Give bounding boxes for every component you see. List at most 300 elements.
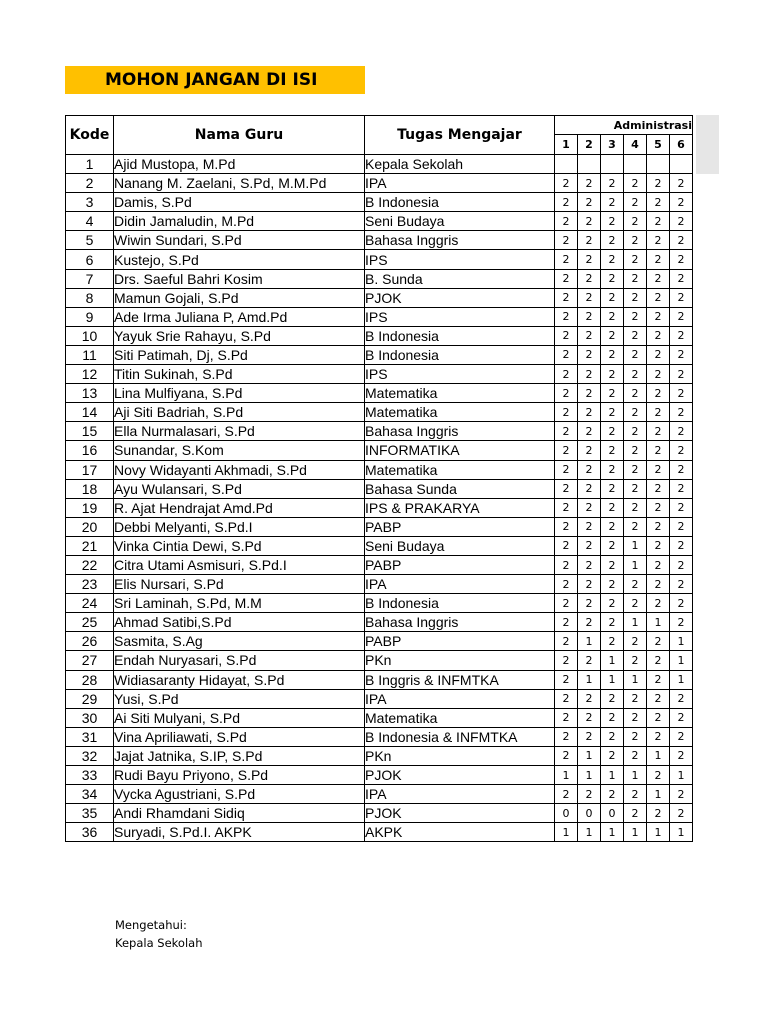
score-cell bbox=[670, 155, 693, 174]
score-cell: 2 bbox=[601, 403, 624, 422]
table-row bbox=[66, 212, 693, 231]
score-cell: 2 bbox=[555, 441, 578, 460]
kode-cell: 18 bbox=[66, 479, 114, 498]
score-cell: 2 bbox=[647, 670, 670, 689]
kode-cell: 2 bbox=[66, 174, 114, 193]
nama-guru-cell: Ayu Wulansari, S.Pd bbox=[114, 479, 365, 498]
kode-cell: 30 bbox=[66, 708, 114, 727]
header-col-4: 4 bbox=[624, 135, 647, 155]
score-cell: 2 bbox=[601, 689, 624, 708]
score-cell: 2 bbox=[670, 555, 693, 574]
score-cell: 2 bbox=[647, 536, 670, 555]
score-cell: 2 bbox=[601, 613, 624, 632]
score-cell: 2 bbox=[555, 632, 578, 651]
score-cell: 2 bbox=[624, 785, 647, 804]
nama-guru-cell: Andi Rhamdani Sidiq bbox=[114, 804, 365, 823]
kode-cell: 8 bbox=[66, 288, 114, 307]
score-cell: 2 bbox=[601, 536, 624, 555]
score-cell: 2 bbox=[624, 365, 647, 384]
score-cell: 1 bbox=[624, 766, 647, 785]
kode-cell: 32 bbox=[66, 746, 114, 765]
score-cell: 2 bbox=[601, 575, 624, 594]
kode-cell: 23 bbox=[66, 575, 114, 594]
header-col-6: 6 bbox=[670, 135, 693, 155]
nama-guru-cell: Rudi Bayu Priyono, S.Pd bbox=[114, 766, 365, 785]
table-row bbox=[66, 231, 693, 250]
header-kode: Kode bbox=[66, 116, 114, 155]
tugas-mengajar-cell: B Indonesia bbox=[365, 594, 555, 613]
score-cell: 2 bbox=[578, 345, 601, 364]
score-cell: 2 bbox=[578, 594, 601, 613]
nama-guru-cell: Sri Laminah, S.Pd, M.M bbox=[114, 594, 365, 613]
score-cell: 1 bbox=[601, 670, 624, 689]
score-cell: 2 bbox=[647, 517, 670, 536]
score-cell: 2 bbox=[647, 174, 670, 193]
score-cell: 2 bbox=[670, 708, 693, 727]
score-cell: 1 bbox=[670, 632, 693, 651]
score-cell: 1 bbox=[578, 823, 601, 842]
score-cell: 2 bbox=[670, 479, 693, 498]
tugas-mengajar-cell: INFORMATIKA bbox=[365, 441, 555, 460]
score-cell: 2 bbox=[578, 613, 601, 632]
tugas-mengajar-cell: Seni Budaya bbox=[365, 212, 555, 231]
score-cell: 2 bbox=[647, 555, 670, 574]
table-row bbox=[66, 804, 693, 823]
score-cell: 1 bbox=[578, 766, 601, 785]
score-cell: 2 bbox=[555, 326, 578, 345]
score-cell: 2 bbox=[670, 689, 693, 708]
score-cell: 2 bbox=[670, 746, 693, 765]
kode-cell: 27 bbox=[66, 651, 114, 670]
kode-cell: 28 bbox=[66, 670, 114, 689]
score-cell: 2 bbox=[601, 517, 624, 536]
footer-mengetahui: Mengetahui: bbox=[115, 918, 187, 932]
tugas-mengajar-cell: Bahasa Inggris bbox=[365, 422, 555, 441]
score-cell: 1 bbox=[601, 766, 624, 785]
table-row bbox=[66, 288, 693, 307]
tugas-mengajar-cell: Bahasa Inggris bbox=[365, 231, 555, 250]
nama-guru-cell: Mamun Gojali, S.Pd bbox=[114, 288, 365, 307]
score-cell: 2 bbox=[601, 746, 624, 765]
score-cell: 2 bbox=[601, 785, 624, 804]
score-cell: 1 bbox=[601, 823, 624, 842]
score-cell: 2 bbox=[624, 708, 647, 727]
score-cell: 2 bbox=[670, 174, 693, 193]
nama-guru-cell: Vinka Cintia Dewi, S.Pd bbox=[114, 536, 365, 555]
score-cell: 2 bbox=[624, 594, 647, 613]
score-cell: 2 bbox=[601, 727, 624, 746]
score-cell: 2 bbox=[578, 727, 601, 746]
score-cell: 2 bbox=[624, 384, 647, 403]
table-row bbox=[66, 575, 693, 594]
score-cell: 2 bbox=[670, 460, 693, 479]
nama-guru-cell: Nanang M. Zaelani, S.Pd, M.M.Pd bbox=[114, 174, 365, 193]
score-cell: 2 bbox=[601, 460, 624, 479]
tugas-mengajar-cell: Bahasa Sunda bbox=[365, 479, 555, 498]
score-cell: 1 bbox=[578, 632, 601, 651]
table-row bbox=[66, 670, 693, 689]
table-row bbox=[66, 823, 693, 842]
tugas-mengajar-cell: B Indonesia bbox=[365, 193, 555, 212]
score-cell: 2 bbox=[601, 307, 624, 326]
score-cell: 1 bbox=[624, 613, 647, 632]
score-cell: 2 bbox=[601, 479, 624, 498]
tugas-mengajar-cell: IPA bbox=[365, 575, 555, 594]
score-cell: 2 bbox=[555, 212, 578, 231]
score-cell bbox=[647, 155, 670, 174]
score-cell: 2 bbox=[578, 689, 601, 708]
score-cell: 2 bbox=[647, 250, 670, 269]
score-cell: 2 bbox=[647, 212, 670, 231]
tugas-mengajar-cell: IPS bbox=[365, 307, 555, 326]
tugas-mengajar-cell: AKPK bbox=[365, 823, 555, 842]
score-cell: 2 bbox=[670, 269, 693, 288]
kode-cell: 26 bbox=[66, 632, 114, 651]
tugas-mengajar-cell: PKn bbox=[365, 651, 555, 670]
score-cell: 2 bbox=[670, 250, 693, 269]
score-cell: 2 bbox=[647, 441, 670, 460]
score-cell: 2 bbox=[670, 231, 693, 250]
score-cell: 2 bbox=[647, 594, 670, 613]
score-cell: 2 bbox=[624, 403, 647, 422]
score-cell bbox=[601, 155, 624, 174]
kode-cell: 24 bbox=[66, 594, 114, 613]
kode-cell: 10 bbox=[66, 326, 114, 345]
score-cell: 2 bbox=[555, 555, 578, 574]
score-cell: 2 bbox=[647, 384, 670, 403]
nama-guru-cell: Ella Nurmalasari, S.Pd bbox=[114, 422, 365, 441]
score-cell: 2 bbox=[670, 441, 693, 460]
header-nama-guru: Nama Guru bbox=[114, 116, 365, 155]
tugas-mengajar-cell: PABP bbox=[365, 555, 555, 574]
header-overflow-fill bbox=[696, 115, 719, 174]
nama-guru-cell: Didin Jamaludin, M.Pd bbox=[114, 212, 365, 231]
tugas-mengajar-cell: B. Sunda bbox=[365, 269, 555, 288]
score-cell: 2 bbox=[624, 441, 647, 460]
score-cell: 1 bbox=[624, 536, 647, 555]
table-row bbox=[66, 422, 693, 441]
score-cell: 2 bbox=[647, 307, 670, 326]
table-row bbox=[66, 498, 693, 517]
tugas-mengajar-cell: PJOK bbox=[365, 766, 555, 785]
header-tugas-mengajar: Tugas Mengajar bbox=[365, 116, 555, 155]
score-cell: 2 bbox=[578, 441, 601, 460]
score-cell: 2 bbox=[624, 250, 647, 269]
score-cell: 2 bbox=[647, 498, 670, 517]
score-cell: 2 bbox=[624, 269, 647, 288]
score-cell: 2 bbox=[647, 727, 670, 746]
score-cell: 2 bbox=[555, 785, 578, 804]
score-cell: 0 bbox=[601, 804, 624, 823]
table-row bbox=[66, 785, 693, 804]
table-row bbox=[66, 689, 693, 708]
score-cell: 2 bbox=[601, 212, 624, 231]
score-cell: 2 bbox=[555, 498, 578, 517]
kode-cell: 11 bbox=[66, 345, 114, 364]
score-cell: 2 bbox=[624, 498, 647, 517]
score-cell: 2 bbox=[578, 193, 601, 212]
tugas-mengajar-cell: PJOK bbox=[365, 288, 555, 307]
score-cell: 2 bbox=[624, 651, 647, 670]
kode-cell: 7 bbox=[66, 269, 114, 288]
kode-cell: 6 bbox=[66, 250, 114, 269]
table-row bbox=[66, 460, 693, 479]
score-cell: 2 bbox=[624, 727, 647, 746]
score-cell: 2 bbox=[555, 536, 578, 555]
nama-guru-cell: Elis Nursari, S.Pd bbox=[114, 575, 365, 594]
score-cell: 2 bbox=[647, 193, 670, 212]
score-cell: 2 bbox=[601, 250, 624, 269]
kode-cell: 13 bbox=[66, 384, 114, 403]
table-row bbox=[66, 365, 693, 384]
score-cell: 2 bbox=[601, 269, 624, 288]
score-cell: 1 bbox=[624, 823, 647, 842]
score-cell: 1 bbox=[578, 670, 601, 689]
score-cell: 1 bbox=[601, 651, 624, 670]
tugas-mengajar-cell: Matematika bbox=[365, 708, 555, 727]
tugas-mengajar-cell: IPS bbox=[365, 365, 555, 384]
score-cell: 2 bbox=[601, 326, 624, 345]
score-cell: 2 bbox=[670, 212, 693, 231]
kode-cell: 29 bbox=[66, 689, 114, 708]
nama-guru-cell: Vina Apriliawati, S.Pd bbox=[114, 727, 365, 746]
score-cell: 2 bbox=[647, 422, 670, 441]
header-col-1: 1 bbox=[555, 135, 578, 155]
tugas-mengajar-cell: IPA bbox=[365, 689, 555, 708]
tugas-mengajar-cell: PKn bbox=[365, 746, 555, 765]
score-cell: 2 bbox=[555, 594, 578, 613]
score-cell: 2 bbox=[555, 231, 578, 250]
score-cell: 1 bbox=[670, 670, 693, 689]
kode-cell: 25 bbox=[66, 613, 114, 632]
score-cell: 2 bbox=[601, 708, 624, 727]
score-cell: 2 bbox=[555, 689, 578, 708]
tugas-mengajar-cell: IPA bbox=[365, 174, 555, 193]
score-cell: 2 bbox=[670, 575, 693, 594]
score-cell: 1 bbox=[555, 823, 578, 842]
header-col-5: 5 bbox=[647, 135, 670, 155]
kode-cell: 36 bbox=[66, 823, 114, 842]
score-cell: 2 bbox=[647, 766, 670, 785]
score-cell: 2 bbox=[670, 594, 693, 613]
score-cell: 2 bbox=[578, 536, 601, 555]
score-cell: 2 bbox=[624, 575, 647, 594]
kode-cell: 12 bbox=[66, 365, 114, 384]
score-cell: 2 bbox=[601, 174, 624, 193]
tugas-mengajar-cell: PABP bbox=[365, 632, 555, 651]
score-cell: 2 bbox=[555, 460, 578, 479]
score-cell: 2 bbox=[624, 326, 647, 345]
score-cell: 2 bbox=[670, 517, 693, 536]
score-cell: 1 bbox=[578, 746, 601, 765]
nama-guru-cell: Debbi Melyanti, S.Pd.I bbox=[114, 517, 365, 536]
tugas-mengajar-cell: B Inggris & INFMTKA bbox=[365, 670, 555, 689]
kode-cell: 20 bbox=[66, 517, 114, 536]
score-cell: 2 bbox=[601, 231, 624, 250]
score-cell: 2 bbox=[578, 575, 601, 594]
score-cell: 2 bbox=[624, 422, 647, 441]
score-cell: 2 bbox=[578, 250, 601, 269]
score-cell: 2 bbox=[601, 345, 624, 364]
nama-guru-cell: Widiasaranty Hidayat, S.Pd bbox=[114, 670, 365, 689]
nama-guru-cell: Jajat Jatnika, S.IP, S.Pd bbox=[114, 746, 365, 765]
score-cell: 2 bbox=[578, 422, 601, 441]
tugas-mengajar-cell: IPS & PRAKARYA bbox=[365, 498, 555, 517]
score-cell: 2 bbox=[670, 193, 693, 212]
score-cell: 2 bbox=[624, 193, 647, 212]
score-cell bbox=[578, 155, 601, 174]
score-cell: 2 bbox=[555, 422, 578, 441]
table-body bbox=[66, 155, 693, 842]
table-row bbox=[66, 479, 693, 498]
kode-cell: 31 bbox=[66, 727, 114, 746]
score-cell: 2 bbox=[647, 288, 670, 307]
kode-cell: 33 bbox=[66, 766, 114, 785]
nama-guru-cell: Ade Irma Juliana P, Amd.Pd bbox=[114, 307, 365, 326]
tugas-mengajar-cell: IPA bbox=[365, 785, 555, 804]
score-cell: 2 bbox=[670, 727, 693, 746]
table-row bbox=[66, 174, 693, 193]
kode-cell: 21 bbox=[66, 536, 114, 555]
score-cell: 2 bbox=[624, 231, 647, 250]
score-cell: 1 bbox=[670, 823, 693, 842]
score-cell bbox=[624, 155, 647, 174]
kode-cell: 14 bbox=[66, 403, 114, 422]
score-cell: 2 bbox=[670, 613, 693, 632]
score-cell: 2 bbox=[624, 174, 647, 193]
tugas-mengajar-cell: B Indonesia bbox=[365, 345, 555, 364]
header-col-2: 2 bbox=[578, 135, 601, 155]
tugas-mengajar-cell: B Indonesia bbox=[365, 326, 555, 345]
score-cell: 2 bbox=[578, 307, 601, 326]
score-cell: 2 bbox=[578, 651, 601, 670]
teacher-table bbox=[65, 115, 693, 842]
tugas-mengajar-cell: Matematika bbox=[365, 460, 555, 479]
score-cell: 2 bbox=[555, 365, 578, 384]
score-cell: 2 bbox=[624, 517, 647, 536]
tugas-mengajar-cell: Seni Budaya bbox=[365, 536, 555, 555]
score-cell: 2 bbox=[555, 288, 578, 307]
score-cell: 2 bbox=[670, 785, 693, 804]
nama-guru-cell: Yusi, S.Pd bbox=[114, 689, 365, 708]
score-cell: 2 bbox=[601, 422, 624, 441]
footer-kepala-sekolah: Kepala Sekolah bbox=[115, 936, 203, 950]
tugas-mengajar-cell: Matematika bbox=[365, 403, 555, 422]
score-cell: 2 bbox=[647, 345, 670, 364]
nama-guru-cell: Sunandar, S.Kom bbox=[114, 441, 365, 460]
table-row bbox=[66, 193, 693, 212]
nama-guru-cell: Siti Patimah, Dj, S.Pd bbox=[114, 345, 365, 364]
table-row bbox=[66, 727, 693, 746]
score-cell: 2 bbox=[624, 746, 647, 765]
tugas-mengajar-cell: Matematika bbox=[365, 384, 555, 403]
score-cell: 2 bbox=[647, 460, 670, 479]
score-cell: 2 bbox=[670, 422, 693, 441]
score-cell: 2 bbox=[578, 231, 601, 250]
kode-cell: 5 bbox=[66, 231, 114, 250]
score-cell: 1 bbox=[670, 651, 693, 670]
score-cell: 1 bbox=[647, 613, 670, 632]
score-cell: 2 bbox=[555, 670, 578, 689]
score-cell: 1 bbox=[647, 785, 670, 804]
score-cell: 2 bbox=[555, 746, 578, 765]
kode-cell: 15 bbox=[66, 422, 114, 441]
kode-cell: 34 bbox=[66, 785, 114, 804]
score-cell: 2 bbox=[555, 613, 578, 632]
score-cell: 2 bbox=[647, 326, 670, 345]
table-row bbox=[66, 613, 693, 632]
score-cell: 2 bbox=[601, 365, 624, 384]
table-row bbox=[66, 555, 693, 574]
score-cell: 2 bbox=[578, 403, 601, 422]
score-cell: 2 bbox=[670, 307, 693, 326]
score-cell: 2 bbox=[555, 708, 578, 727]
score-cell: 1 bbox=[624, 670, 647, 689]
table-row bbox=[66, 384, 693, 403]
kode-cell: 4 bbox=[66, 212, 114, 231]
nama-guru-cell: Citra Utami Asmisuri, S.Pd.I bbox=[114, 555, 365, 574]
score-cell: 2 bbox=[670, 403, 693, 422]
table-row bbox=[66, 517, 693, 536]
table-row bbox=[66, 536, 693, 555]
score-cell: 2 bbox=[578, 708, 601, 727]
kode-cell: 16 bbox=[66, 441, 114, 460]
table-row bbox=[66, 403, 693, 422]
score-cell: 2 bbox=[670, 288, 693, 307]
tugas-mengajar-cell: B Indonesia & INFMTKA bbox=[365, 727, 555, 746]
score-cell: 2 bbox=[555, 384, 578, 403]
score-cell: 2 bbox=[601, 498, 624, 517]
score-cell: 2 bbox=[555, 479, 578, 498]
kode-cell: 22 bbox=[66, 555, 114, 574]
score-cell: 2 bbox=[624, 307, 647, 326]
nama-guru-cell: Lina Mulfiyana, S.Pd bbox=[114, 384, 365, 403]
score-cell: 2 bbox=[647, 651, 670, 670]
score-cell: 2 bbox=[624, 804, 647, 823]
score-cell: 2 bbox=[555, 193, 578, 212]
tugas-mengajar-cell: PJOK bbox=[365, 804, 555, 823]
tugas-mengajar-cell: Bahasa Inggris bbox=[365, 613, 555, 632]
kode-cell: 19 bbox=[66, 498, 114, 517]
score-cell: 0 bbox=[578, 804, 601, 823]
score-cell: 2 bbox=[555, 403, 578, 422]
kode-cell: 9 bbox=[66, 307, 114, 326]
nama-guru-cell: Vycka Agustriani, S.Pd bbox=[114, 785, 365, 804]
score-cell: 1 bbox=[647, 746, 670, 765]
nama-guru-cell: Yayuk Srie Rahayu, S.Pd bbox=[114, 326, 365, 345]
score-cell: 1 bbox=[624, 555, 647, 574]
nama-guru-cell: R. Ajat Hendrajat Amd.Pd bbox=[114, 498, 365, 517]
nama-guru-cell: Damis, S.Pd bbox=[114, 193, 365, 212]
score-cell: 2 bbox=[578, 365, 601, 384]
score-cell: 2 bbox=[624, 479, 647, 498]
nama-guru-cell: Ahmad Satibi,S.Pd bbox=[114, 613, 365, 632]
score-cell: 2 bbox=[578, 326, 601, 345]
score-cell: 2 bbox=[670, 498, 693, 517]
score-cell: 2 bbox=[578, 174, 601, 193]
score-cell: 2 bbox=[601, 441, 624, 460]
score-cell: 2 bbox=[578, 460, 601, 479]
score-cell: 2 bbox=[647, 479, 670, 498]
table-row bbox=[66, 594, 693, 613]
header-administrasi: Administrasi bbox=[555, 116, 693, 135]
nama-guru-cell: Wiwin Sundari, S.Pd bbox=[114, 231, 365, 250]
score-cell: 1 bbox=[647, 823, 670, 842]
score-cell: 2 bbox=[647, 231, 670, 250]
table-row bbox=[66, 651, 693, 670]
table-row bbox=[66, 155, 693, 174]
score-cell: 2 bbox=[624, 460, 647, 479]
